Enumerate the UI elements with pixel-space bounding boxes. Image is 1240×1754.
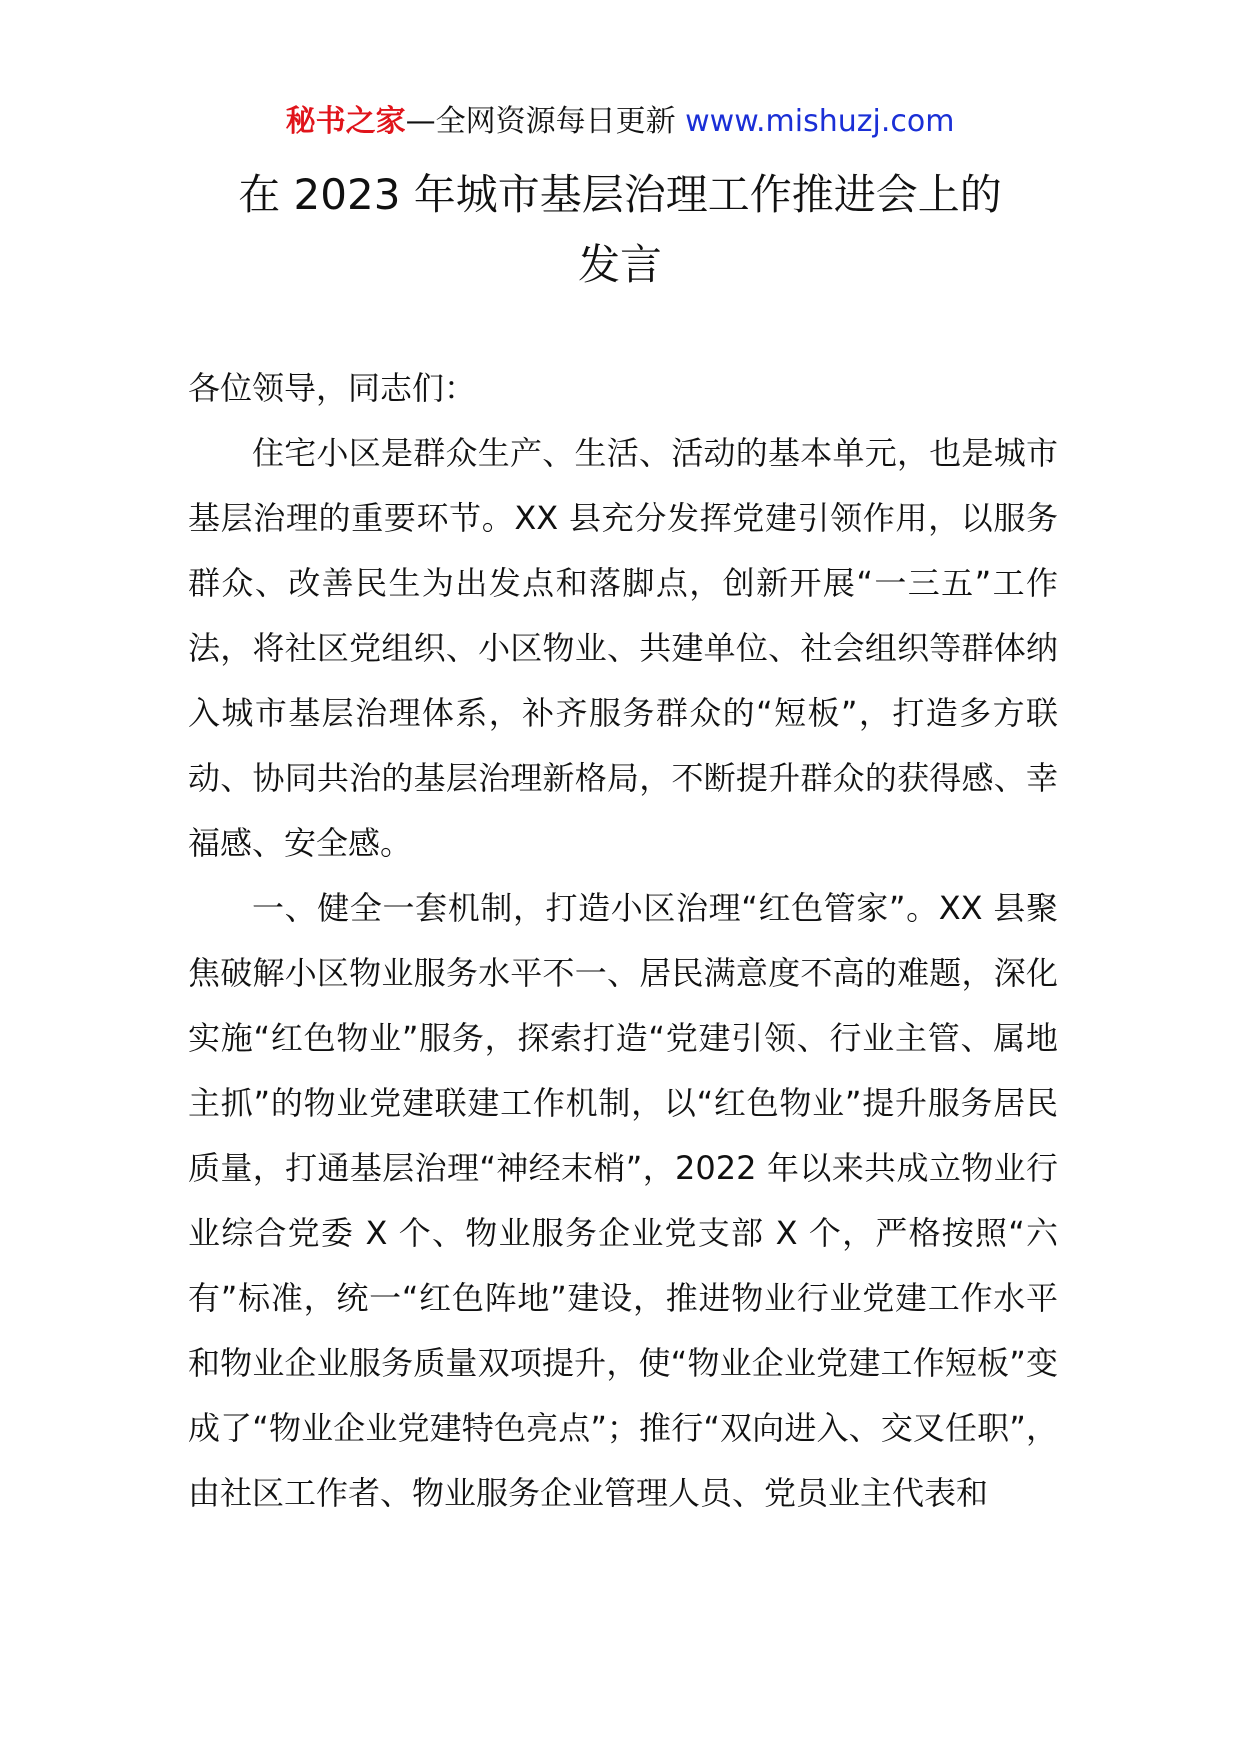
document-title: [150, 160, 1090, 300]
site-tagline: —全网资源每日更新: [405, 104, 686, 139]
document-title-line-2: 发言: [577, 240, 662, 289]
document-body: [188, 356, 1058, 1526]
site-url-link[interactable]: www.mishuzj.com: [685, 104, 955, 139]
paragraph-intro: 住宅小区是群众生产、生活、活动的基本单元，也是城市基层治理的重要环节。XX 县充分发挥党建引领作用，以服务群众、改善民生为出发点和落脚点，创新开展“一三五”工作法，将社区党组织、小区物业、共建单位、社会组织等群体纳入城市基层治理体系，补齐服务群众的“短板”，打造多方联动、协同共治的基层治理新格局，不断提升群众的获得感、幸福感、安全感。: [188, 434, 1058, 862]
document-title-line-1: 在 2023 年城市基层治理工作推进会上的: [238, 170, 1002, 219]
paragraph-section-1: 一、健全一套机制，打造小区治理“红色管家”。XX 县聚焦破解小区物业服务水平不一、居民满意度不高的难题，深化实施“红色物业”服务，探索打造“党建引领、行业主管、属地主抓”的物业党建联建工作机制，以“红色物业”提升服务居民质量，打通基层治理“神经末梢”，2022 年以来共成立物业行业综合党委 X 个、物业服务企业党支部 X 个，严格按照“六有”标准，统一“红色阵地”建设，推进物业行业党建工作水平和物业企业服务质量双项提升，使“物业企业党建工作短板”变成了“物业企业党建特色亮点”；推行“双向进入、交叉任职”，由社区工作者、物业服务企业管理人员、党员业主代表和: [188, 889, 1058, 1512]
salutation: 各位领导，同志们：: [188, 369, 477, 407]
site-header: [0, 100, 1240, 144]
site-brand: 秘书之家: [285, 104, 406, 139]
